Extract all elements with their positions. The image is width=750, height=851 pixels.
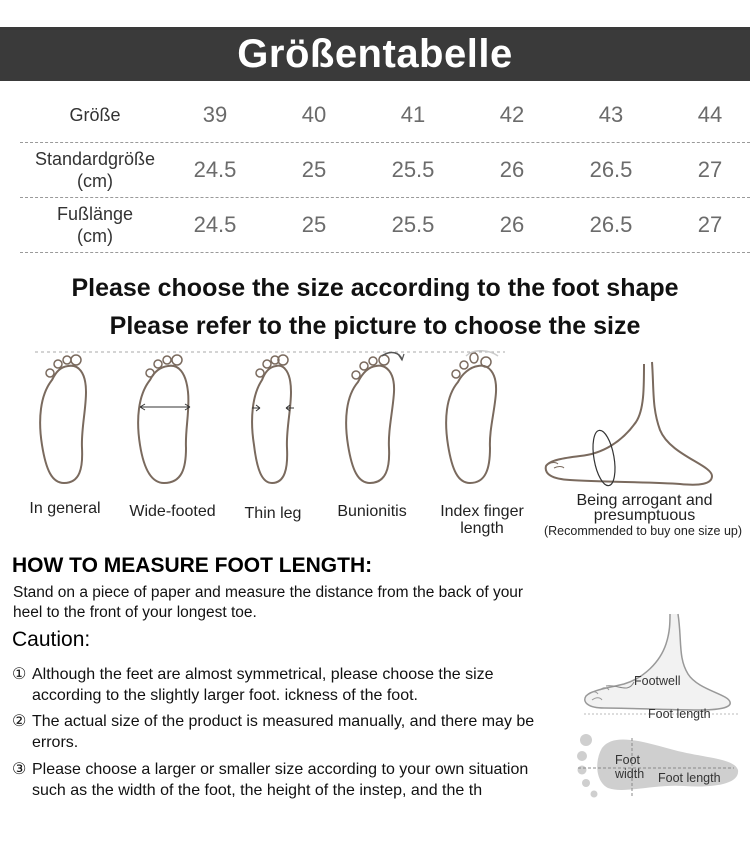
instep-note: (Recommended to buy one size up) bbox=[543, 524, 743, 538]
table-row bbox=[20, 143, 750, 198]
how-to-text: Stand on a piece of paper and measure the distance from the back of your heel to the front of your longest toe. bbox=[13, 584, 524, 621]
table-cell: 39 bbox=[202, 102, 228, 127]
foot-type-label: Bunionitis bbox=[337, 503, 407, 520]
foot-length-side-label: Foot length bbox=[648, 707, 711, 721]
caution-item: ③ Please choose a larger or smaller size according to your own situation such as the width of the foot, the height of the instep, and the th bbox=[12, 761, 529, 799]
table-cell: 27 bbox=[697, 157, 723, 182]
table-cell: 26.5 bbox=[589, 212, 633, 237]
caution-item: ② The actual size of the product is measured manually, and there may be errors. bbox=[12, 713, 535, 751]
how-to-title: HOW TO MEASURE FOOT LENGTH: bbox=[12, 554, 373, 577]
table-cell: 25.5 bbox=[391, 157, 435, 182]
instep-label: Being arrogant and presumptuous bbox=[576, 492, 713, 524]
table-cell: 43 bbox=[598, 102, 624, 127]
headline-refer-picture: Please refer to the picture to choose the size bbox=[109, 312, 641, 340]
row-header: Fußlänge (cm) bbox=[56, 204, 134, 246]
long-toe-foot-icon bbox=[438, 350, 518, 490]
headline-foot-shape: Please choose the size according to the foot shape bbox=[71, 274, 679, 302]
high-instep-foot-icon bbox=[540, 360, 720, 490]
table-cell: 41 bbox=[400, 102, 426, 127]
table-cell: 26.5 bbox=[589, 157, 633, 182]
wide-foot-icon bbox=[130, 350, 200, 490]
footprint-diagram bbox=[574, 728, 744, 803]
page-title: Größentabelle bbox=[237, 31, 513, 76]
table-cell: 25.5 bbox=[391, 212, 435, 237]
table-cell: 40 bbox=[301, 102, 327, 127]
foot-width-label: Foot width bbox=[615, 753, 645, 781]
foot-type-label: Wide-footed bbox=[129, 503, 216, 520]
table-row bbox=[20, 88, 750, 143]
table-cell: 24.5 bbox=[193, 157, 237, 182]
caution-item: ① Although the feet are almost symmetrical, please choose the size according to the slightly larger foot. ickness of the foot. bbox=[12, 666, 494, 704]
table-cell: 26 bbox=[499, 212, 525, 237]
table-cell: 27 bbox=[697, 212, 723, 237]
table-cell: 25 bbox=[301, 212, 327, 237]
row-header: Größe bbox=[69, 105, 121, 125]
foot-type-label: In general bbox=[29, 500, 101, 517]
foot-type-label: Index finger length bbox=[440, 503, 524, 537]
title-banner bbox=[0, 27, 750, 81]
row-header: Standardgröße (cm) bbox=[34, 149, 156, 191]
table-cell: 26 bbox=[499, 157, 525, 182]
table-cell: 24.5 bbox=[193, 212, 237, 237]
table-row bbox=[20, 198, 750, 253]
footwell-label: Footwell bbox=[634, 674, 681, 688]
foot-length-bottom-label: Foot length bbox=[658, 771, 721, 785]
foot-outline-icon bbox=[30, 350, 100, 490]
table-cell: 42 bbox=[499, 102, 525, 127]
thin-foot-icon bbox=[238, 350, 308, 490]
table-cell: 44 bbox=[697, 102, 723, 127]
table-cell: 25 bbox=[301, 157, 327, 182]
caution-title: Caution: bbox=[12, 628, 91, 651]
size-table bbox=[20, 88, 750, 253]
foot-type-label: Thin leg bbox=[244, 505, 302, 522]
bunion-foot-icon bbox=[338, 350, 418, 490]
